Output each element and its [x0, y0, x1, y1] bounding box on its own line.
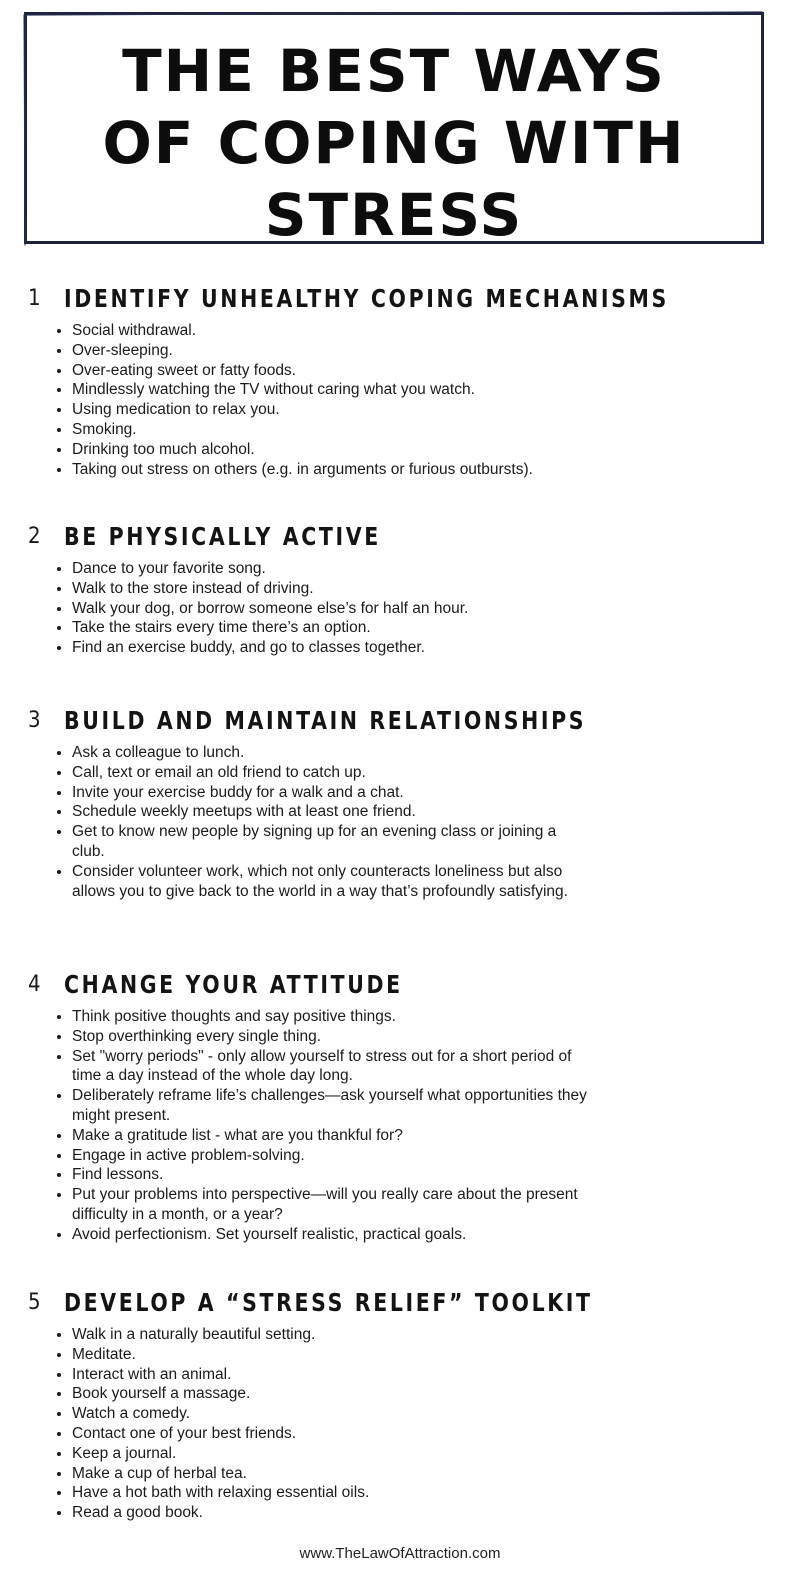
list-item: • Walk in a naturally beautiful setting. [72, 1325, 592, 1345]
section-list [50, 743, 592, 901]
section-heading: BUILD AND MAINTAIN RELATIONSHIPS [64, 706, 587, 735]
list-item: • Smoking. [72, 420, 592, 440]
section-list [50, 1007, 592, 1245]
list-item: • Watch a comedy. [72, 1404, 592, 1424]
list-item: • Get to know new people by signing up for an evening class or joining a club. [72, 822, 592, 862]
list-item: • Over-eating sweet or fatty foods. [72, 361, 592, 381]
list-item: • Keep a journal. [72, 1444, 592, 1464]
list-item: • Stop overthinking every single thing. [72, 1027, 592, 1047]
list-item: • Make a gratitude list - what are you thankful for? [72, 1126, 592, 1146]
section-heading: CHANGE YOUR ATTITUDE [64, 970, 403, 999]
section-number: 3 [28, 708, 41, 733]
section-list [50, 321, 592, 479]
list-item: • Taking out stress on others (e.g. in arguments or furious outbursts). [72, 460, 592, 480]
list-item: • Deliberately reframe life’s challenges—ask yourself what opportunities they might present. [72, 1086, 592, 1126]
list-item: • Invite your exercise buddy for a walk and a chat. [72, 783, 592, 803]
list-item: • Set "worry periods" - only allow yourself to stress out for a short period of time a day instead of the whole day long. [72, 1047, 592, 1087]
list-item: • Put your problems into perspective—will you really care about the present difficulty in a month, or a year? [72, 1185, 592, 1225]
list-item: • Interact with an animal. [72, 1365, 592, 1385]
list-item: • Walk your dog, or borrow someone else’s for half an hour. [72, 599, 592, 619]
list-item: • Over-sleeping. [72, 341, 592, 361]
section-heading: BE PHYSICALLY ACTIVE [64, 522, 381, 551]
list-item: • Avoid perfectionism. Set yourself realistic, practical goals. [72, 1225, 592, 1245]
list-item: • Find an exercise buddy, and go to classes together. [72, 638, 592, 658]
list-item: • Using medication to relax you. [72, 400, 592, 420]
list-item: • Think positive thoughts and say positive things. [72, 1007, 592, 1027]
list-item: • Call, text or email an old friend to catch up. [72, 763, 592, 783]
section-number: 1 [28, 286, 41, 311]
section-number: 5 [28, 1290, 41, 1315]
list-item: • Consider volunteer work, which not only counteracts loneliness but also allows you to give back to the world in a way that’s profoundly satisfying. [72, 862, 592, 902]
list-item: • Drinking too much alcohol. [72, 440, 592, 460]
section-number: 2 [28, 524, 41, 549]
footer-url: www.TheLawOfAttraction.com [299, 1545, 501, 1562]
list-item: • Book yourself a massage. [72, 1384, 592, 1404]
list-item: • Walk to the store instead of driving. [72, 579, 592, 599]
list-item: • Find lessons. [72, 1165, 592, 1185]
section-list [50, 1325, 592, 1523]
list-item: • Ask a colleague to lunch. [72, 743, 592, 763]
list-item: • Mindlessly watching the TV without caring what you watch. [72, 380, 592, 400]
section-list [50, 559, 592, 658]
section-heading: DEVELOP A “STRESS RELIEF” TOOLKIT [64, 1288, 593, 1317]
list-item: • Social withdrawal. [72, 321, 592, 341]
list-item: • Engage in active problem-solving. [72, 1146, 592, 1166]
list-item: • Dance to your favorite song. [72, 559, 592, 579]
list-item: • Make a cup of herbal tea. [72, 1464, 592, 1484]
section-heading: IDENTIFY UNHEALTHY COPING MECHANISMS [64, 284, 669, 313]
list-item: • Have a hot bath with relaxing essential oils. [72, 1483, 592, 1503]
list-item: • Schedule weekly meetups with at least one friend. [72, 802, 592, 822]
list-item: • Take the stairs every time there’s an option. [72, 618, 592, 638]
page-title: THE BEST WAYS OF COPING WITH STRESS [102, 37, 686, 249]
title-box [24, 12, 764, 249]
list-item: • Read a good book. [72, 1503, 592, 1523]
list-item: • Meditate. [72, 1345, 592, 1365]
list-item: • Contact one of your best friends. [72, 1424, 592, 1444]
section-number: 4 [28, 972, 41, 997]
